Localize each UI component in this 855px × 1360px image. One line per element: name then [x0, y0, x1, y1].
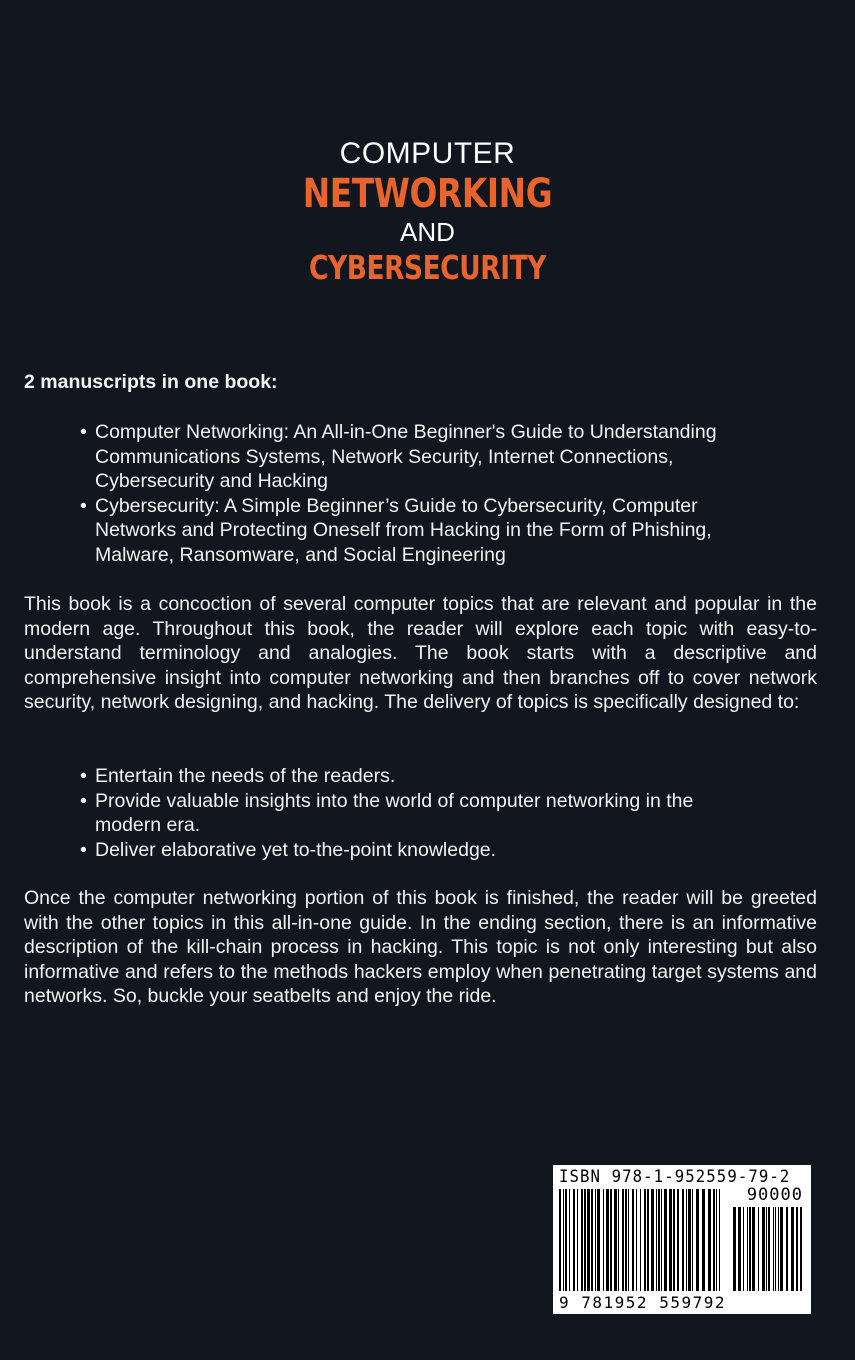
isbn-number: ISBN 978-1-952559-79-2	[559, 1167, 791, 1187]
title-computer: COMPUTER	[339, 137, 516, 170]
barcode-bar	[622, 1189, 624, 1291]
isbn-barcode	[553, 1165, 811, 1314]
barcode-bar	[682, 1189, 684, 1291]
barcode-bar	[758, 1207, 759, 1291]
barcode-bar	[749, 1207, 751, 1291]
list-item: • Entertain the needs of the readers.	[80, 765, 396, 787]
bullet-icon: •	[80, 494, 87, 517]
barcode-bar	[692, 1189, 693, 1291]
topics-list	[80, 764, 720, 862]
barcode-bar	[569, 1189, 570, 1291]
barcode-bar	[766, 1207, 767, 1291]
list-item: • Computer Networking: An All-in-One Beginner's Guide to Understanding Communications Systems, Network Security, Internet Connections, Cybersecurity and Hacking	[80, 421, 717, 492]
manuscripts-heading: 2 manuscripts in one book:	[24, 371, 278, 393]
barcode-bar	[677, 1189, 679, 1291]
list-item: • Provide valuable insights into the world of computer networking in the modern era.	[80, 789, 694, 836]
barcode-bar	[632, 1189, 634, 1291]
barcode-bar	[673, 1189, 675, 1291]
barcode-bar	[688, 1189, 691, 1291]
description-paragraph-2: Once the computer networking portion of this book is finished, the reader will be greeted with the other topics in this all-in-one guide. In the ending section, there is an informative description of the kill-chain process in hacking. This topic is not only interesting but also informative and refers to the methods hackers employ when penetrating target systems and networks. So, buckle your seatbelts and enjoy the ride.	[24, 887, 817, 1007]
bullet-icon: •	[80, 838, 87, 861]
title-networking: NETWORKING	[302, 171, 553, 217]
barcode-bar	[719, 1189, 720, 1291]
barcode-bar	[716, 1189, 717, 1291]
barcode-bar	[581, 1189, 583, 1291]
barcode-bar	[743, 1207, 744, 1291]
price-code: 90000	[746, 1185, 803, 1205]
barcode-bar	[563, 1189, 564, 1291]
barcode-bar	[628, 1189, 629, 1291]
barcode-bar	[565, 1189, 567, 1291]
description-paragraph-1: This book is a concoction of several computer topics that are relevant and popular in the modern age. Throughout this book, the reader will explore each topic with easy-to-understand terminology and analogies. The book starts with a descriptive and comprehensive insight into computer networking and then branches off to cover network security, network designing, and hacking. The delivery of topics is specifically designed to:	[24, 593, 817, 713]
barcode-bar	[587, 1189, 590, 1291]
book-title	[0, 136, 855, 288]
barcode-bar	[773, 1207, 774, 1291]
list-item: • Deliver elaborative yet to-the-point knowledge.	[80, 838, 497, 861]
barcode-bar	[780, 1207, 783, 1291]
barcode-bar	[786, 1207, 788, 1291]
bullet-icon: •	[80, 789, 87, 812]
barcode-bar	[647, 1189, 649, 1291]
barcode-bar	[591, 1189, 593, 1291]
barcode-bar	[702, 1189, 705, 1291]
barcode-bar	[800, 1207, 802, 1291]
barcode-bar	[625, 1189, 627, 1291]
barcode-bar	[686, 1189, 687, 1291]
barcode-bar	[733, 1207, 736, 1291]
barcode-bar	[636, 1189, 637, 1291]
barcode-bar	[644, 1189, 646, 1291]
barcode-bar	[597, 1189, 600, 1291]
barcode-bar	[747, 1207, 748, 1291]
barcode-bar	[614, 1189, 617, 1291]
barcode-bar	[791, 1207, 794, 1291]
barcode-bar	[584, 1189, 586, 1291]
barcode-bar	[661, 1189, 662, 1291]
title-cybersecurity: CYBERSECURITY	[309, 248, 546, 287]
bullet-icon: •	[80, 421, 87, 443]
barcode-bar	[640, 1189, 641, 1291]
barcode-bar	[775, 1207, 776, 1291]
barcode-bar	[713, 1189, 715, 1291]
barcode-bar	[618, 1189, 619, 1291]
title-and: AND	[400, 217, 455, 247]
barcode-bar	[664, 1189, 667, 1291]
barcode-bar	[669, 1189, 672, 1291]
barcode-bar	[762, 1207, 765, 1291]
barcode-bar	[796, 1207, 798, 1291]
barcode-bar	[752, 1207, 755, 1291]
bullet-icon: •	[80, 765, 87, 787]
barcode-bar	[573, 1189, 575, 1291]
barcode-bar	[696, 1189, 699, 1291]
manuscripts-list	[80, 420, 780, 567]
ean-number: 9 781952 559792	[559, 1293, 726, 1312]
barcode-bar	[768, 1207, 770, 1291]
barcode-bar	[559, 1189, 561, 1291]
barcode-bar	[656, 1189, 657, 1291]
barcode-bar	[651, 1189, 654, 1291]
barcode-bar	[658, 1189, 660, 1291]
barcode-bar	[606, 1189, 609, 1291]
barcode-bar	[738, 1207, 741, 1291]
barcode-bar	[603, 1189, 604, 1291]
barcode-bar	[595, 1189, 596, 1291]
barcode-bar	[610, 1189, 612, 1291]
list-item: • Cybersecurity: A Simple Beginner’s Guide to Cybersecurity, Computer Networks and Protecting Oneself from Hacking in the Form of Phishing, Malware, Ransomware, and Social Engineering	[80, 494, 712, 566]
barcode-bar	[708, 1189, 711, 1291]
barcode-bar	[577, 1189, 578, 1291]
barcode-bar	[778, 1207, 779, 1291]
